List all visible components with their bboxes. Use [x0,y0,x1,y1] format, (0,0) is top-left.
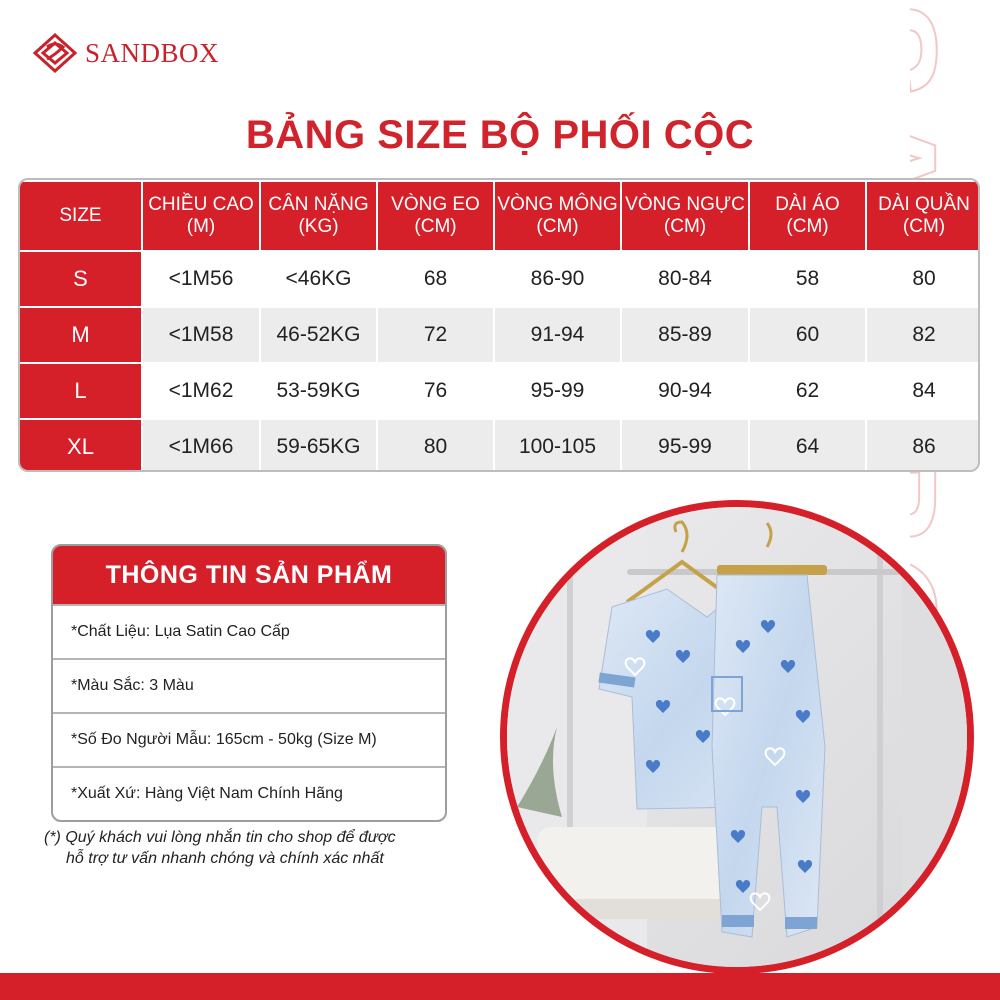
size-label: S [20,251,142,307]
contact-note [44,827,474,869]
table-cell: <1M58 [142,307,260,363]
header-chest: VÒNG NGỰC (CM) [621,181,749,251]
table-cell: 59-65KG [260,419,377,472]
table-cell: <46KG [260,251,377,307]
brand-logo [33,33,219,73]
page-title: BẢNG SIZE BỘ PHỐI CỘC [245,113,755,157]
table-cell: 91-94 [494,307,621,363]
table-cell: 53-59KG [260,363,377,419]
table-cell: 84 [866,363,980,419]
table-cell: 80-84 [621,251,749,307]
header-weight: CÂN NẶNG (KG) [260,181,377,251]
bottom-accent-bar [0,973,1000,1000]
product-info-material: *Chất Liệu: Lụa Satin Cao Cấp [53,604,445,658]
size-table-header-row [20,181,980,251]
table-cell: 62 [749,363,866,419]
table-cell: 90-94 [621,363,749,419]
table-cell: <1M56 [142,251,260,307]
table-cell: 95-99 [621,419,749,472]
product-info-title: THÔNG TIN SẢN PHẨM [53,546,445,604]
table-cell: <1M66 [142,419,260,472]
note-line-1: (*) Quý khách vui lòng nhắn tin cho shop để được [44,829,396,846]
table-cell: 85-89 [621,307,749,363]
table-cell: 68 [377,251,494,307]
table-cell: 60 [749,307,866,363]
note-line-2: hỗ trợ tư vấn nhanh chóng và chính xác nhất [66,850,384,867]
table-cell: 95-99 [494,363,621,419]
product-info-color: *Màu Sắc: 3 Màu [53,658,445,712]
header-height: CHIỀU CAO (M) [142,181,260,251]
pajama-set-image [507,507,967,967]
product-info-origin: *Xuất Xứ: Hàng Việt Nam Chính Hãng [53,766,445,820]
table-cell: 76 [377,363,494,419]
table-cell: 82 [866,307,980,363]
size-label: M [20,307,142,363]
table-cell: 100-105 [494,419,621,472]
table-row [20,251,980,307]
size-label: XL [20,419,142,472]
sandbox-logo-icon [33,33,77,73]
table-row [20,419,980,472]
product-photo [500,500,974,974]
header-shirt-length: DÀI ÁO (CM) [749,181,866,251]
header-pants-length: DÀI QUẦN (CM) [866,181,980,251]
table-cell: 46-52KG [260,307,377,363]
size-table [18,178,980,472]
table-cell: 80 [377,419,494,472]
table-cell: 64 [749,419,866,472]
table-cell: 72 [377,307,494,363]
table-cell: <1M62 [142,363,260,419]
table-cell: 86 [866,419,980,472]
header-waist: VÒNG EO (CM) [377,181,494,251]
product-info-box [51,544,447,822]
brand-name: SANDBOX [85,37,220,68]
table-cell: 80 [866,251,980,307]
header-hip: VÒNG MÔNG (CM) [494,181,621,251]
header-size: SIZE [20,181,142,251]
table-cell: 86-90 [494,251,621,307]
table-row [20,307,980,363]
table-cell: 58 [749,251,866,307]
product-info-model-measurements: *Số Đo Người Mẫu: 165cm - 50kg (Size M) [53,712,445,766]
table-row [20,363,980,419]
size-label: L [20,363,142,419]
